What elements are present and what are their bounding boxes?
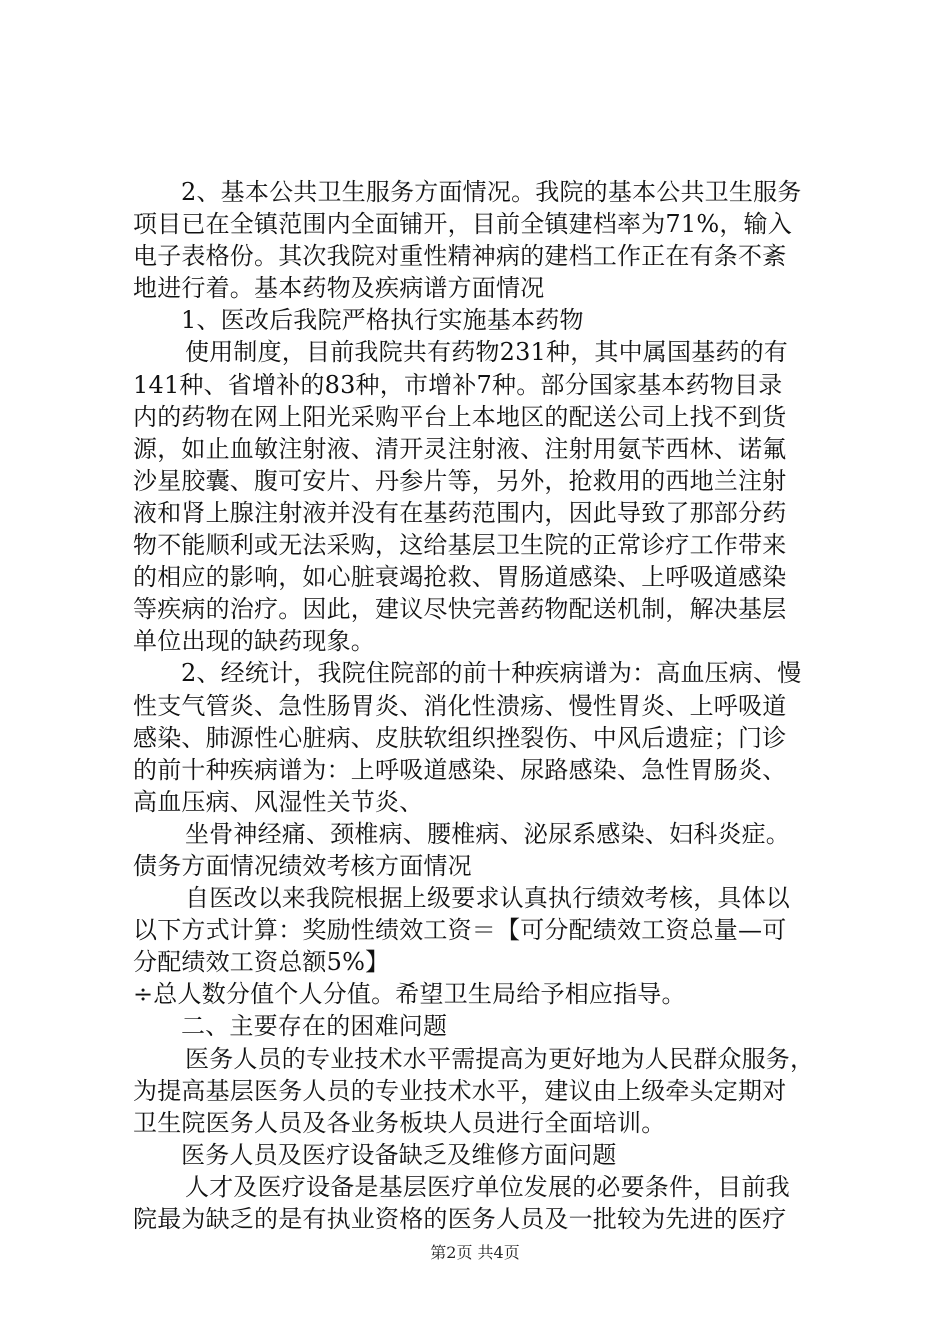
paragraph-line: 感染、肺源性心脏病、皮肤软组织挫裂伤、中风后遗症；门诊 <box>133 723 787 752</box>
paragraph-line: 为提高基层医务人员的专业技术水平，建议由上级牵头定期对 <box>133 1076 787 1105</box>
page-number-footer: 第2页 共4页 <box>430 1243 520 1262</box>
paragraph-line: 内的药物在网上阳光采购平台上本地区的配送公司上找不到货 <box>133 402 787 431</box>
paragraph-line: 等疾病的治疗。因此，建议尽快完善药物配送机制，解决基层 <box>133 595 787 624</box>
paragraph-line: 2、经统计，我院住院部的前十种疾病谱为：高血压病、慢 <box>181 659 802 688</box>
paragraph-line: 液和肾上腺注射液并没有在基药范围内，因此导致了那部分药 <box>133 498 787 527</box>
paragraph-line: 2、基本公共卫生服务方面情况。我院的基本公共卫生服务 <box>181 178 802 206</box>
paragraph-line: 院最为缺乏的是有执业资格的医务人员及一批较为先进的医疗 <box>133 1205 787 1233</box>
paragraph-line: ÷总人数分值个人分值。希望卫生局给予相应指导。 <box>133 980 686 1009</box>
paragraph-line: 的前十种疾病谱为：上呼吸道感染、尿路感染、急性胃肠炎、 <box>133 755 787 784</box>
paragraph-line: 债务方面情况绩效考核方面情况 <box>133 851 472 880</box>
paragraph-line: 卫生院医务人员及各业务板块人员进行全面培训。 <box>133 1108 666 1137</box>
paragraph-line: 人才及医疗设备是基层医疗单位发展的必要条件，目前我 <box>185 1172 790 1201</box>
paragraph-line: 分配绩效工资总额5%】 <box>133 948 390 977</box>
paragraph-line: 自医改以来我院根据上级要求认真执行绩效考核，具体以 <box>185 884 790 913</box>
document-body <box>133 176 833 1235</box>
paragraph-line: 医务人员的专业技术水平需提高为更好地为人民群众服务， <box>185 1044 815 1073</box>
paragraph-line: 坐骨神经痛、颈椎病、腰椎病、泌尿系感染、妇科炎症。 <box>185 819 790 848</box>
paragraph-line: 性支气管炎、急性肠胃炎、消化性溃疡、慢性胃炎、上呼吸道 <box>133 691 787 720</box>
paragraph-line: 沙星胶囊、腹可安片、丹参片等，另外，抢救用的西地兰注射 <box>133 466 787 495</box>
paragraph-line: 以下方式计算：奖励性绩效工资＝【可分配绩效工资总量—可 <box>133 916 787 945</box>
section-heading: 二、主要存在的困难问题 <box>181 1012 448 1041</box>
paragraph-line: 地进行着。基本药物及疾病谱方面情况 <box>133 274 545 303</box>
paragraph-line: 电子表格份。其次我院对重性精神病的建档工作正在有条不紊 <box>133 242 787 271</box>
paragraph-line: 单位出现的缺药现象。 <box>133 627 375 656</box>
paragraph-line: 医务人员及医疗设备缺乏及维修方面问题 <box>181 1140 617 1169</box>
paragraph-line: 使用制度，目前我院共有药物231种，其中属国基药的有 <box>185 338 789 367</box>
paragraph-line: 高血压病、风湿性关节炎、 <box>133 787 424 816</box>
paragraph-line: 的相应的影响，如心脏衰竭抢救、胃肠道感染、上呼吸道感染 <box>133 563 787 592</box>
paragraph-line: 1、医改后我院严格执行实施基本药物 <box>181 306 584 335</box>
paragraph-line: 源，如止血敏注射液、清开灵注射液、注射用氨苄西林、诺氟 <box>133 434 787 463</box>
paragraph-line: 物不能顺利或无法采购，这给基层卫生院的正常诊疗工作带来 <box>133 531 787 560</box>
paragraph-line: 项目已在全镇范围内全面铺开，目前全镇建档率为71%，输入 <box>133 210 792 239</box>
paragraph-line: 141种、省增补的83种，市增补7种。部分国家基本药物目录 <box>133 370 783 399</box>
